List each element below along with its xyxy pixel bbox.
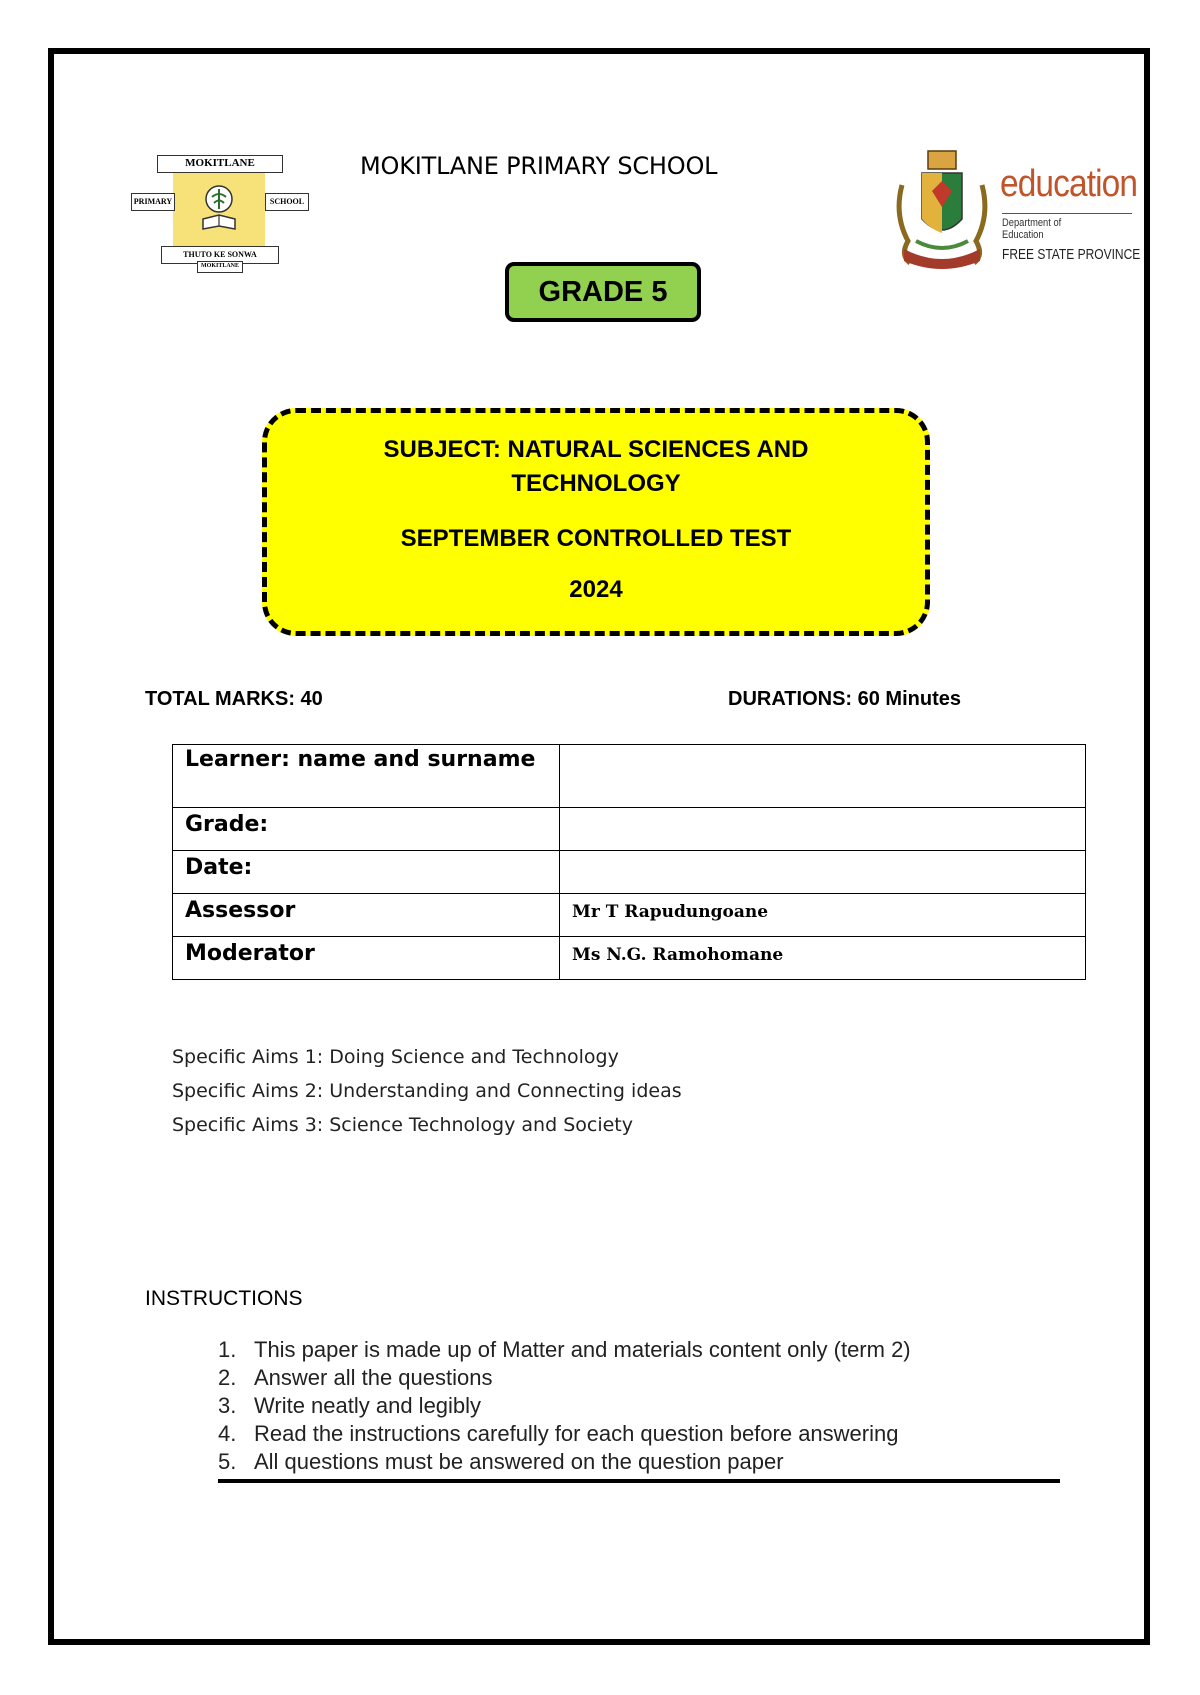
list-item-text: Write neatly and legibly [254,1393,482,1418]
coat-of-arms-icon [890,145,994,273]
subject-box [262,408,930,636]
list-item [218,1392,911,1420]
school-logo-motto-sub: MOKITLANE [197,261,243,273]
list-item-text: All questions must be answered on the question paper [254,1449,784,1474]
moderator-value: Ms N.G. Ramohomane [560,937,1086,980]
school-logo-motto: THUTO KE SONWA [161,246,279,264]
grade-badge: GRADE 5 [505,262,701,322]
subject-title: SUBJECT: NATURAL SCIENCES AND TECHNOLOGY [383,436,809,497]
list-item [218,1448,911,1476]
table-cell-label: Grade: [173,808,560,851]
instructions-list [218,1336,911,1476]
list-item-number: 3. [218,1393,237,1418]
school-logo [127,143,311,271]
list-item-number: 2. [218,1365,237,1390]
table-cell-label: Learner: name and surname [173,745,560,808]
department-logo-sub-line1: Department of [1002,217,1062,229]
list-item-number: 4. [218,1421,237,1446]
learner-name-field[interactable] [560,745,1086,808]
school-name: MOKITLANE PRIMARY SCHOOL [360,152,718,180]
table-cell-label: Assessor [173,894,560,937]
department-logo-word: education [1000,163,1138,205]
school-emblem-icon [197,181,241,233]
instructions-heading: INSTRUCTIONS [145,1287,303,1310]
date-field[interactable] [560,851,1086,894]
list-item-text: This paper is made up of Matter and materials content only (term 2) [254,1337,911,1362]
test-year: 2024 [569,576,623,603]
table-row [173,808,1086,851]
list-item-number: 5. [218,1449,237,1474]
list-item [218,1336,911,1364]
learner-info-table [172,744,1086,980]
school-logo-banner-right: SCHOOL [265,193,309,211]
duration: DURATIONS: 60 Minutes [728,688,961,710]
specific-aims [172,1046,682,1148]
list-item-number: 1. [218,1337,237,1362]
aim-item: Specific Aims 3: Science Technology and Society [172,1114,633,1136]
list-item [218,1364,911,1392]
table-cell-label: Moderator [173,937,560,980]
table-cell-label: Date: [173,851,560,894]
department-logo-divider [1002,213,1132,214]
department-logo-subtext [1002,217,1061,241]
grade-field[interactable] [560,808,1086,851]
department-logo-sub-line2: Education [1002,229,1044,241]
department-logo [890,143,1141,273]
list-item [218,1420,911,1448]
table-row [173,937,1086,980]
assessor-value: Mr T Rapudungoane [560,894,1086,937]
table-row [173,894,1086,937]
list-item-text: Read the instructions carefully for each question before answering [254,1421,899,1446]
section-divider [218,1479,1060,1483]
list-item-text: Answer all the questions [254,1365,493,1390]
table-row [173,851,1086,894]
school-logo-banner-left: PRIMARY [131,193,175,211]
school-logo-banner-top: MOKITLANE [157,155,283,173]
total-marks: TOTAL MARKS: 40 [145,688,323,710]
aim-item: Specific Aims 2: Understanding and Connecting ideas [172,1080,682,1102]
aim-item: Specific Aims 1: Doing Science and Technology [172,1046,619,1068]
table-row [173,745,1086,808]
department-logo-province: FREE STATE PROVINCE [1002,246,1141,263]
test-name: SEPTEMBER CONTROLLED TEST [400,525,792,552]
